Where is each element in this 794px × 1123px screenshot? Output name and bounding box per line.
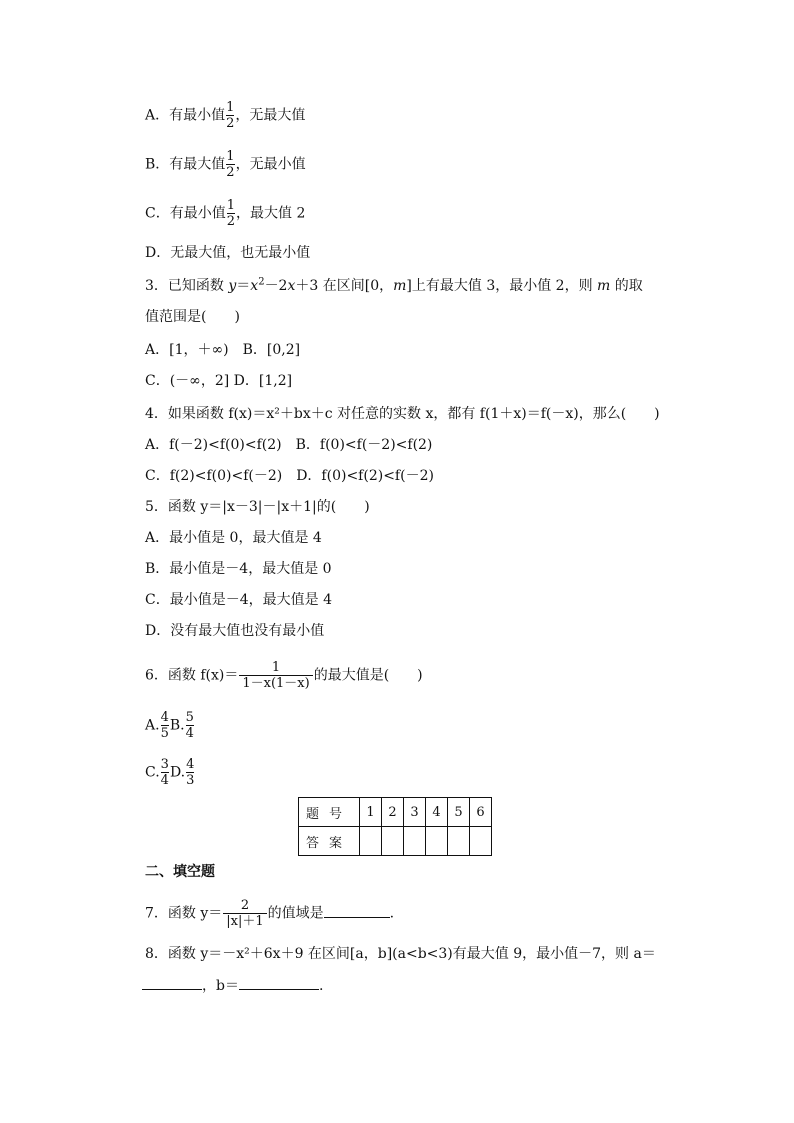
q6-fraction xyxy=(239,660,312,691)
fraction-numerator: 1 xyxy=(271,660,281,675)
fraction-denominator: 2 xyxy=(226,116,235,131)
q4-options-ab: A．f(－2)<f(0)<f(2) B．f(0)<f(－2)<f(2) xyxy=(145,437,433,453)
q2-option-c xyxy=(145,198,305,229)
option-label: A. xyxy=(145,717,160,734)
q2-option-a-suffix: ，无最大值 xyxy=(235,107,306,124)
q2-option-b-prefix: B．有最大值 xyxy=(145,156,226,173)
q6-options-ab xyxy=(145,710,195,741)
answer-cell[interactable] xyxy=(360,827,382,856)
fraction-numerator: 1 xyxy=(226,149,235,164)
q2-option-a-fraction xyxy=(226,100,234,131)
answer-cell[interactable] xyxy=(448,827,470,856)
q4-options-cd: C．f(2)<f(0)<f(－2) D．f(0)<f(2)<f(－2) xyxy=(145,468,434,484)
q7-stem xyxy=(145,898,394,929)
answer-table-number: 6 xyxy=(470,798,492,827)
q2-option-b-suffix: ，无最小值 xyxy=(235,156,306,173)
q3-stem-line1 xyxy=(145,276,643,296)
q3-text: －2 xyxy=(264,278,288,294)
answer-table-number: 3 xyxy=(404,798,426,827)
section-title: 二、填空题 xyxy=(145,864,215,880)
q6-options-cd xyxy=(145,757,195,788)
answer-table-row2-label: 答案 xyxy=(299,827,360,856)
q3-text: ＋3 在区间[0， xyxy=(295,278,394,294)
math-var: m xyxy=(597,278,611,294)
answer-table-number-row xyxy=(299,798,492,827)
q7-suffix: 的值域是 xyxy=(267,905,324,922)
option-label: D. xyxy=(169,764,186,781)
q8-end: . xyxy=(318,978,324,994)
q6-suffix: 的最大值是( ) xyxy=(313,667,423,684)
answer-table xyxy=(298,797,492,856)
q5-option-b: B．最小值是－4，最大值是 0 xyxy=(145,561,332,577)
option-label: B. xyxy=(169,717,185,734)
q3-text: ]上有最大值 3，最小值 2，则 xyxy=(406,278,598,294)
q3-text: 的取 xyxy=(610,278,643,294)
q8-separator: ，b＝ xyxy=(202,978,239,994)
q2-option-b-fraction xyxy=(226,149,234,180)
fraction-denominator: 2 xyxy=(226,214,235,229)
q2-option-b xyxy=(145,149,306,180)
q2-option-d: D．无最大值，也无最小值 xyxy=(145,245,311,261)
math-var: x xyxy=(250,278,259,294)
fraction-denominator: 1－x(1－x) xyxy=(239,675,312,691)
q3-text: ＝ xyxy=(236,278,251,294)
fraction-numerator: 3 xyxy=(160,757,169,772)
q8-answer-blank-b[interactable] xyxy=(239,975,319,990)
answer-cell[interactable] xyxy=(382,827,404,856)
q5-option-d: D．没有最大值也没有最小值 xyxy=(145,623,325,639)
fraction-denominator: 5 xyxy=(160,726,169,741)
q5-stem: 5．函数 y＝|x－3|－|x＋1|的( ) xyxy=(145,499,370,515)
option-fraction xyxy=(161,710,169,741)
fraction-numerator: 4 xyxy=(186,757,195,772)
q3-options-ab: A．[1，＋∞) B．[0,2] xyxy=(145,342,301,358)
q8-stem-line2 xyxy=(142,975,323,996)
fraction-numerator: 4 xyxy=(160,710,169,725)
answer-cell[interactable] xyxy=(470,827,492,856)
answer-table-number: 4 xyxy=(426,798,448,827)
q4-stem: 4．如果函数 f(x)＝x²＋bx＋c 对任意的实数 x，都有 f(1＋x)＝f(－x)，那么( ) xyxy=(145,406,660,422)
fraction-numerator: 1 xyxy=(226,198,235,213)
q8-stem-line1: 8．函数 y＝－x²＋6x＋9 在区间[a，b](a<b<3)有最大值 9，最小值－7，则 a＝ xyxy=(145,946,656,962)
fraction-numerator: 5 xyxy=(185,710,194,725)
answer-table-row1-label: 题号 xyxy=(299,798,360,827)
fraction-denominator: 4 xyxy=(160,773,169,788)
q2-option-c-suffix: ，最大值 2 xyxy=(236,205,306,222)
fraction-denominator: 3 xyxy=(186,773,195,788)
q2-option-c-prefix: C．有最小值 xyxy=(145,205,226,222)
fraction-denominator: 4 xyxy=(185,726,194,741)
option-fraction xyxy=(186,710,194,741)
q2-option-c-fraction xyxy=(227,198,235,229)
option-label: C. xyxy=(145,764,160,781)
exponent: 2 xyxy=(258,276,265,288)
fraction-numerator: 1 xyxy=(226,100,235,115)
q5-option-a: A．最小值是 0，最大值是 4 xyxy=(145,530,322,546)
fraction-denominator: 2 xyxy=(226,165,235,180)
answer-table-number: 1 xyxy=(360,798,382,827)
fraction-numerator: 2 xyxy=(240,898,250,913)
q7-prefix: 7．函数 y＝ xyxy=(145,905,223,922)
q7-answer-blank[interactable] xyxy=(324,903,390,918)
q2-option-a-prefix: A．有最小值 xyxy=(145,107,226,124)
q3-options-cd: C．(－∞，2] D．[1,2] xyxy=(145,373,293,389)
q2-option-a xyxy=(145,100,305,131)
answer-table-number: 5 xyxy=(448,798,470,827)
q3-stem-line2: 值范围是( ) xyxy=(145,309,240,325)
answer-cell[interactable] xyxy=(404,827,426,856)
q7-end: . xyxy=(389,905,395,922)
q8-answer-blank-a[interactable] xyxy=(142,975,202,990)
math-var: y xyxy=(228,278,237,294)
math-var: x xyxy=(287,278,296,294)
answer-table-answer-row xyxy=(299,827,492,856)
q6-prefix: 6．函数 f(x)＝ xyxy=(145,667,239,684)
option-fraction xyxy=(186,757,194,788)
answer-cell[interactable] xyxy=(426,827,448,856)
math-var: m xyxy=(393,278,407,294)
option-fraction xyxy=(161,757,169,788)
q3-text: 3．已知函数 xyxy=(145,278,229,294)
q7-fraction xyxy=(223,898,266,929)
q5-option-c: C．最小值是－4，最大值是 4 xyxy=(145,592,332,608)
fraction-denominator: |x|＋1 xyxy=(223,913,266,929)
answer-table-number: 2 xyxy=(382,798,404,827)
q6-stem xyxy=(145,660,423,691)
